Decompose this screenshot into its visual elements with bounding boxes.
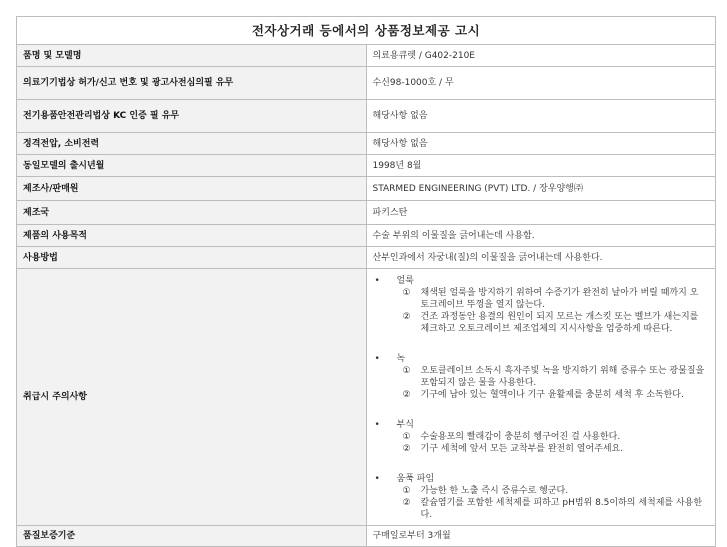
row-label: 제조국	[17, 201, 367, 225]
row-label: 취급시 주의사항	[17, 269, 367, 526]
table-row-purpose	[17, 225, 716, 247]
table-row-license	[17, 67, 716, 100]
item-text: 오토클레이브 소독시 흑자주빛 녹을 방지하기 위해 증류수 또는 광물질을 포함되지 않은 물을 사용한다.	[420, 366, 705, 388]
row-label: 의료기기법상 허가/신고 번호 및 광고사전심의필 유무	[17, 67, 367, 100]
table-row-usage	[17, 247, 716, 269]
bullet-icon: •	[374, 474, 380, 484]
table-row-product-name	[17, 45, 716, 67]
row-value: 1998년 8월	[366, 155, 716, 177]
care-section-stain	[373, 275, 710, 335]
section-title: 움푹 파임	[396, 474, 435, 484]
item-text: 가능한 한 노출 즉시 증류수로 헹군다.	[420, 486, 569, 496]
bullet-icon: •	[374, 420, 380, 430]
item-text: 기구 세척에 앞서 모든 교착부를 완전히 열어주세요.	[420, 444, 624, 454]
row-value: STARMED ENGINEERING (PVT) LTD. / 장우양행㈜	[366, 177, 716, 201]
row-label: 사용방법	[17, 247, 367, 269]
section-title: 얼룩	[396, 276, 414, 286]
care-section-pitting	[373, 473, 710, 521]
row-label: 정격전압, 소비전력	[17, 133, 367, 155]
item-number: ①	[402, 486, 411, 496]
table-row-voltage	[17, 133, 716, 155]
row-label: 품질보증기준	[17, 526, 367, 547]
item-number: ①	[402, 366, 411, 376]
item-text: 수술용포의 빨래감이 충분히 헹구어진 걸 사용한다.	[420, 432, 621, 442]
table-title: 전자상거래 등에서의 상품정보제공 고시	[17, 17, 716, 45]
item-number: ②	[402, 312, 411, 322]
item-number: ①	[402, 432, 411, 442]
care-section-rust	[373, 353, 710, 401]
care-instructions	[366, 269, 716, 526]
item-number: ②	[402, 498, 411, 508]
row-value: 해당사항 없음	[366, 100, 716, 133]
product-info-table	[16, 16, 716, 547]
section-title: 녹	[396, 354, 406, 364]
bullet-icon: •	[374, 354, 380, 364]
row-value: 구매일로부터 3개월	[366, 526, 716, 547]
table-row-warranty	[17, 526, 716, 547]
item-number: ①	[402, 288, 411, 298]
section-title: 부식	[396, 420, 414, 430]
item-text: 채색된 얼룩을 방지하기 위하여 수증기가 완전히 날아가 버릴 때까지 오토크레이브 뚜껑을 열지 않는다.	[420, 288, 699, 310]
item-text: 건조 과정동안 용결의 원인이 되지 모르는 개스킷 또는 벨브가 새는지를 체크하고 오토크레이브 제조업체의 지시사항을 엄중하게 따른다.	[420, 312, 699, 334]
table-row-country	[17, 201, 716, 225]
row-label: 제조사/판매원	[17, 177, 367, 201]
row-value: 수술 부위의 이물질을 긁어내는데 사용함.	[366, 225, 716, 247]
bullet-icon: •	[374, 276, 380, 286]
row-value: 파키스탄	[366, 201, 716, 225]
item-number: ②	[402, 444, 411, 454]
item-text: 기구에 남아 있는 혈액이나 기구 윤활제를 충분히 세척 후 소독한다.	[420, 390, 684, 400]
item-text: 칼슘염기를 포함한 세척제를 피하고 pH범위 8.5이하의 세척제를 사용한다.	[420, 498, 703, 520]
table-row-manufacturer	[17, 177, 716, 201]
row-value: 의료용큐렛 / G402-210E	[366, 45, 716, 67]
row-label: 전기용품안전관리법상 KC 인증 필 유무	[17, 100, 367, 133]
row-label: 동일모델의 출시년월	[17, 155, 367, 177]
table-title-row	[17, 17, 716, 45]
table-row-release	[17, 155, 716, 177]
row-label: 품명 및 모델명	[17, 45, 367, 67]
table-row-care	[17, 269, 716, 526]
row-value: 수신98-1000호 / 무	[366, 67, 716, 100]
care-section-corrosion	[373, 419, 710, 455]
table-row-kc	[17, 100, 716, 133]
product-info-notice	[16, 16, 716, 547]
row-value: 산부인과에서 자궁내(질)의 이물질을 긁어내는데 사용한다.	[366, 247, 716, 269]
row-value: 해당사항 없음	[366, 133, 716, 155]
row-label: 제품의 사용목적	[17, 225, 367, 247]
item-number: ②	[402, 390, 411, 400]
